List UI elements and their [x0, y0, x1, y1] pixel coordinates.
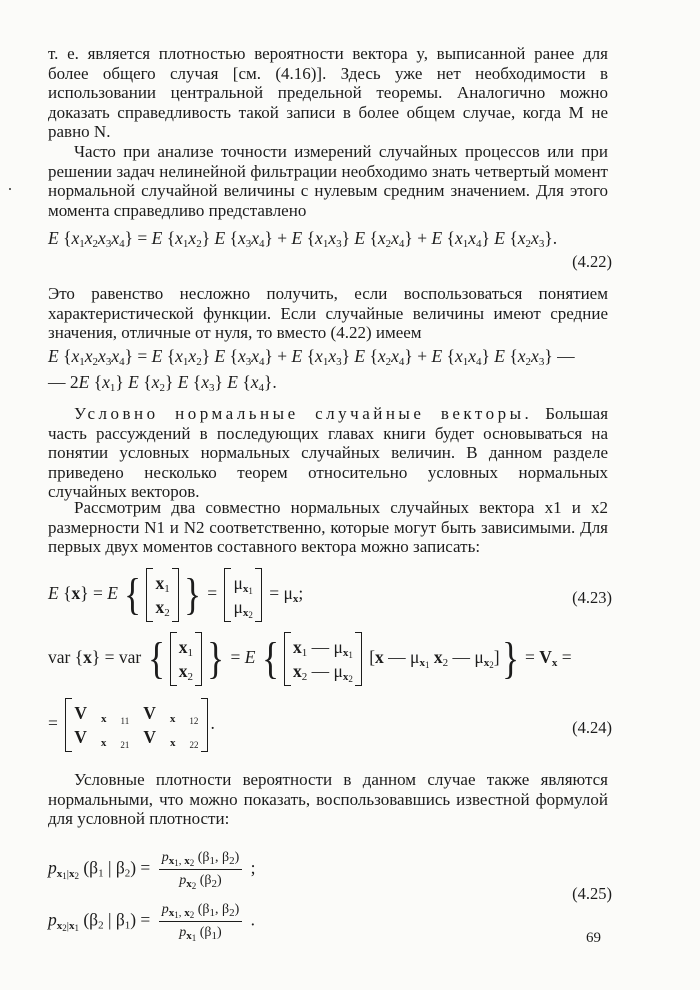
equation-number-4-22: (4.22): [572, 252, 612, 271]
equation-4-24: var {x} = var { $x_1$ $x_2$ } = E { $x_1$ — $\mu_{x_1}$ $x_2$ — $\mu_{x_2}$ [x — $\mu_{x_1}$ $x_2$ — $\mu_{x_2}]\} = V_x$ = = V $_{x _{11}}$ V $_{x _{12}}$ V $_{x _{21}}$ V $_{x _{22}}$ . (4.24): [48, 634, 612, 750]
equation-4-25: $p_{x_1|x_2}$ ($\beta_1$ | $\beta_2$) = $\frac{p_{x_1, x_2} (\beta_1, \beta_2)}{p_{x_2} (\beta_2)}$ ; $p_{x_2|x_1}$ ($\beta_2$ | $\beta_1$) = $\frac{p_{x_1, x_2} (\beta_1, \beta_2)}{p_{x_1} (\beta_1)}$ . (4.25): [48, 850, 612, 943]
page-number: 69: [586, 930, 601, 946]
paragraph-4: [48, 404, 609, 502]
paragraph-5: Рассмотрим два совместно нормальных случайных вектора x1 и x2 размерности N1 и N2 соответственно, которые могут быть зависимыми. Для первых двух моментов составного вектора можно записать:: [48, 498, 608, 557]
paragraph-4-body: Большая часть рассуждений в последующих главах книги будет основываться на понятии условных нормальных случайных величин. В данном разделе приведено несколько теорем относительно условных нормальных случайных векторов.: [48, 404, 609, 502]
equation-4-22-nonzero-mean: E $\{x_1x_2x_3x_4\} = E$ $\{x_1x_2\}$ E $\{x_3x_4\} + E$ $\{x_1x_3\}$ E $\{x_2x_4\} + E$ $\{x_1x_4\}$ E $\{x_2x_3\}$ — — 2E $\{x_1\}$ E $\{x_2\}$ E $\{x_3\}$ E $\{x_4\}$.: [48, 346, 575, 394]
document-page: [48, 44, 612, 960]
section-heading: Условно нормальные случайные векторы.: [74, 404, 533, 423]
paragraph-1: т. е. является плотностью вероятности вектора y, выписанной ранее для более общего случая [см. (4.16)]. Здесь уже нет необходимости в использовании центральной предельной теоремы. Аналогично можно доказать справедливость такой записи в более общем случае, когда M не равно N.: [48, 44, 608, 142]
equation-number-4-24: (4.24): [572, 718, 612, 737]
paragraph-2: Часто при анализе точности измерений случайных процессов или при решении задач нелинейной фильтрации необходимо знать четвертый момент нормальной случайной величины с нулевым средним значением. Для этого момента справедливо представлено: [48, 142, 608, 220]
equation-number-4-25: (4.25): [572, 884, 612, 903]
equation-number-4-23: (4.23): [572, 588, 612, 607]
stray-mark: [9, 188, 11, 190]
equation-4-23: E {x} = E { $x_1$ $x_2$ } = $\mu_{x_1}$ $\mu_{x_2}$ = $\mu_x$; (4.23): [48, 570, 612, 620]
equation-4-22: E $\{x_1x_2x_3x_4\} = E$ $\{x_1x_2\}$ E $\{x_3x_4\} + E$ $\{x_1x_3\}$ E $\{x_2x_4\} + E$ $\{x_1x_4\}$ E $\{x_2x_3\}$. (4.22): [48, 228, 612, 271]
paragraph-6: Условные плотности вероятности в данном случае также являются нормальными, что можно показать, воспользовавшись известной формулой для условной плотности:: [48, 770, 608, 829]
paragraph-3: Это равенство несложно получить, если воспользоваться понятием характеристической функции. Если случайные величины имеют средние значения, отличные от нуля, то вместо (4.22) имеем: [48, 284, 608, 343]
